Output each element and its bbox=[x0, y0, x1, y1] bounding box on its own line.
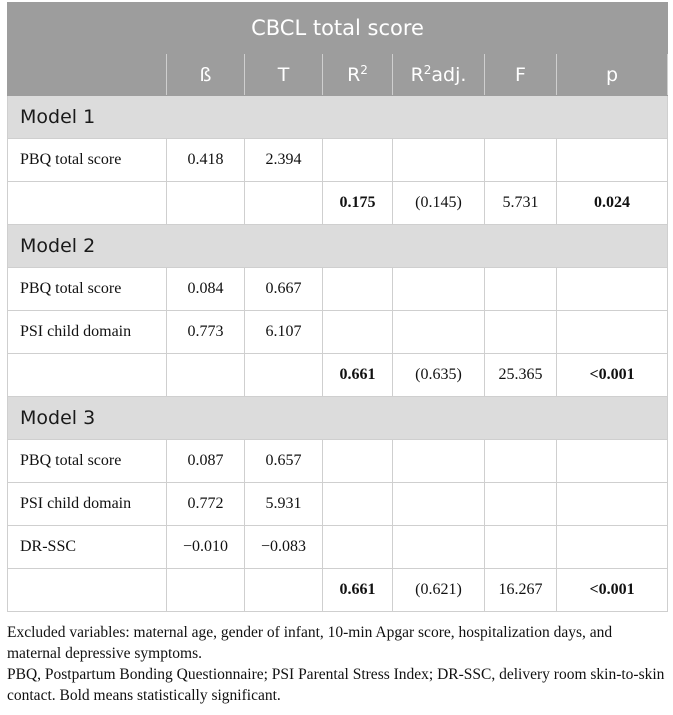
table-row bbox=[8, 483, 668, 526]
r2-cell: 0.175 bbox=[323, 182, 393, 225]
t-cell: −0.083 bbox=[245, 526, 323, 569]
col-header-r2adj bbox=[393, 54, 485, 96]
table-title-row bbox=[8, 3, 668, 54]
row-label: PBQ total score bbox=[8, 268, 167, 311]
table-footnotes bbox=[7, 622, 669, 706]
abbreviations-note: PBQ, Postpartum Bonding Questionnaire; PSI Parental Stress Index; DR-SSC, delivery room skin-to-skin contact. Bold means statistically significant. bbox=[7, 666, 665, 704]
table-row bbox=[8, 311, 668, 354]
beta-cell: 0.087 bbox=[167, 440, 245, 483]
table-row bbox=[8, 526, 668, 569]
col-header-r2 bbox=[323, 54, 393, 96]
table-row bbox=[8, 139, 668, 182]
p-cell: <0.001 bbox=[557, 354, 668, 397]
r2adj-cell: (0.621) bbox=[393, 569, 485, 612]
model-header-row bbox=[8, 397, 668, 440]
f-cell: 16.267 bbox=[485, 569, 557, 612]
beta-cell: 0.084 bbox=[167, 268, 245, 311]
model-header-row bbox=[8, 225, 668, 268]
t-cell: 5.931 bbox=[245, 483, 323, 526]
row-label: PBQ total score bbox=[8, 440, 167, 483]
regression-table bbox=[7, 2, 668, 612]
table-row bbox=[8, 268, 668, 311]
results-table-container bbox=[7, 2, 667, 612]
f-cell: 5.731 bbox=[485, 182, 557, 225]
r2-label: R bbox=[347, 64, 361, 86]
model-header-row bbox=[8, 96, 668, 139]
col-header-t: T bbox=[245, 54, 323, 96]
row-label: PSI child domain bbox=[8, 483, 167, 526]
t-cell: 0.667 bbox=[245, 268, 323, 311]
table-title: CBCL total score bbox=[8, 3, 668, 54]
col-header-p: p bbox=[557, 54, 668, 96]
r2adj-suffix: adj. bbox=[431, 64, 467, 86]
row-label: PSI child domain bbox=[8, 311, 167, 354]
excluded-variables-note: Excluded variables: maternal age, gender of infant, 10-min Apgar score, hospitalization days, and maternal depressive symptoms. bbox=[7, 624, 613, 662]
beta-cell: 0.418 bbox=[167, 139, 245, 182]
f-cell: 25.365 bbox=[485, 354, 557, 397]
col-header-f: F bbox=[485, 54, 557, 96]
row-label: DR-SSC bbox=[8, 526, 167, 569]
r2adj-cell: (0.145) bbox=[393, 182, 485, 225]
t-cell: 6.107 bbox=[245, 311, 323, 354]
col-header-variable bbox=[8, 54, 167, 96]
column-header-row bbox=[8, 54, 668, 96]
t-cell: 2.394 bbox=[245, 139, 323, 182]
model-title: Model 1 bbox=[8, 96, 668, 139]
summary-row bbox=[8, 354, 668, 397]
r2-superscript: 2 bbox=[360, 63, 368, 77]
model-title: Model 2 bbox=[8, 225, 668, 268]
summary-row bbox=[8, 182, 668, 225]
row-label: PBQ total score bbox=[8, 139, 167, 182]
r2-cell: 0.661 bbox=[323, 354, 393, 397]
col-header-beta: ß bbox=[167, 54, 245, 96]
r2adj-superscript: 2 bbox=[423, 63, 432, 77]
table-row bbox=[8, 440, 668, 483]
r2adj-label: R bbox=[410, 64, 424, 86]
r2-cell: 0.661 bbox=[323, 569, 393, 612]
summary-row bbox=[8, 569, 668, 612]
p-cell: 0.024 bbox=[557, 182, 668, 225]
p-cell: <0.001 bbox=[557, 569, 668, 612]
model-title: Model 3 bbox=[8, 397, 668, 440]
beta-cell: 0.773 bbox=[167, 311, 245, 354]
beta-cell: −0.010 bbox=[167, 526, 245, 569]
r2adj-cell: (0.635) bbox=[393, 354, 485, 397]
t-cell: 0.657 bbox=[245, 440, 323, 483]
beta-cell: 0.772 bbox=[167, 483, 245, 526]
